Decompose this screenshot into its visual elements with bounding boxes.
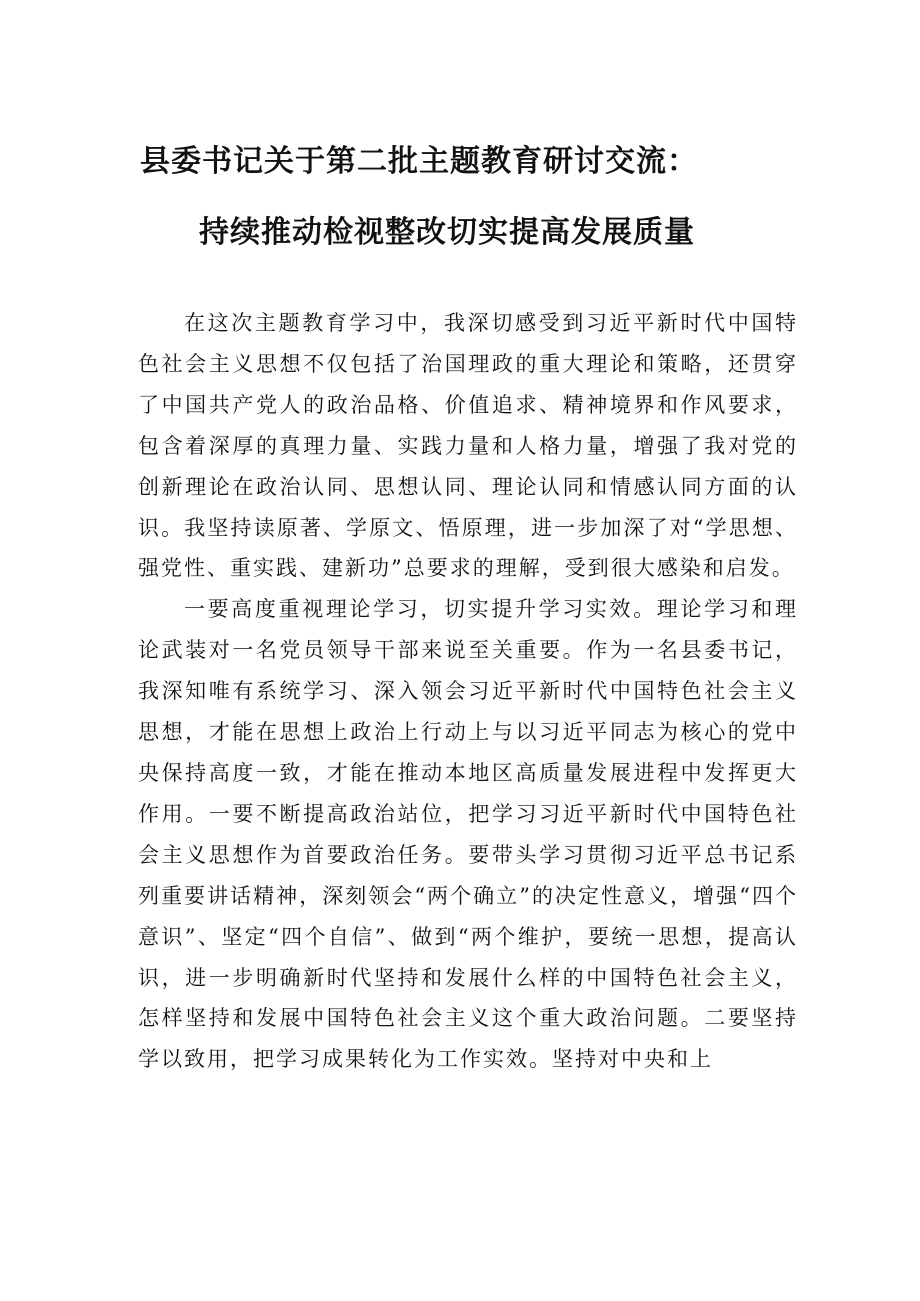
- document-subtitle: 持续推动检视整改切实提高发展质量: [199, 215, 695, 250]
- paragraph-intro: 在这次主题教育学习中，我深切感受到习近平新时代中国特色社会主义思想不仅包括了治国理政的重大理论和策略，还贯穿了中国共产党人的政治品格、价值追求、精神境界和作风要求，包含着深厚的真理力量、实践力量和人格力量，增强了我对党的创新理论在政治认同、思想认同、理论认同和情感认同方面的认识。我坚持读原著、学原文、悟原理，进一步加深了对“学思想、强党性、重实践、建新功”总要求的理解，受到很大感染和启发。: [138, 311, 798, 581]
- paragraph-theory-study: 一要高度重视理论学习，切实提升学习实效。理论学习和理论武装对一名党员领导干部来说至关重要。作为一名县委书记，我深知唯有系统学习、深入领会习近平新时代中国特色社会主义思想，才能在思想上政治上行动上与以习近平同志为核心的党中央保持高度一致，才能在推动本地区高质量发展进程中发挥更大作用。一要不断提高政治站位，把学习习近平新时代中国特色社会主义思想作为首要政治任务。要带头学习贯彻习近平总书记系列重要讲话精神，深刻领会“两个确立”的决定性意义，增强“四个意识”、坚定“四个自信”、做到“两个维护，要统一思想，提高认识，进一步明确新时代坚持和发展什么样的中国特色社会主义，怎样坚持和发展中国特色社会主义这个重大政治问题。二要坚持学以致用，把学习成果转化为工作实效。坚持对中央和上: [138, 597, 798, 1072]
- document-body: [138, 303, 798, 1080]
- document-title: 县委书记关于第二批主题教育研讨交流：: [140, 144, 698, 179]
